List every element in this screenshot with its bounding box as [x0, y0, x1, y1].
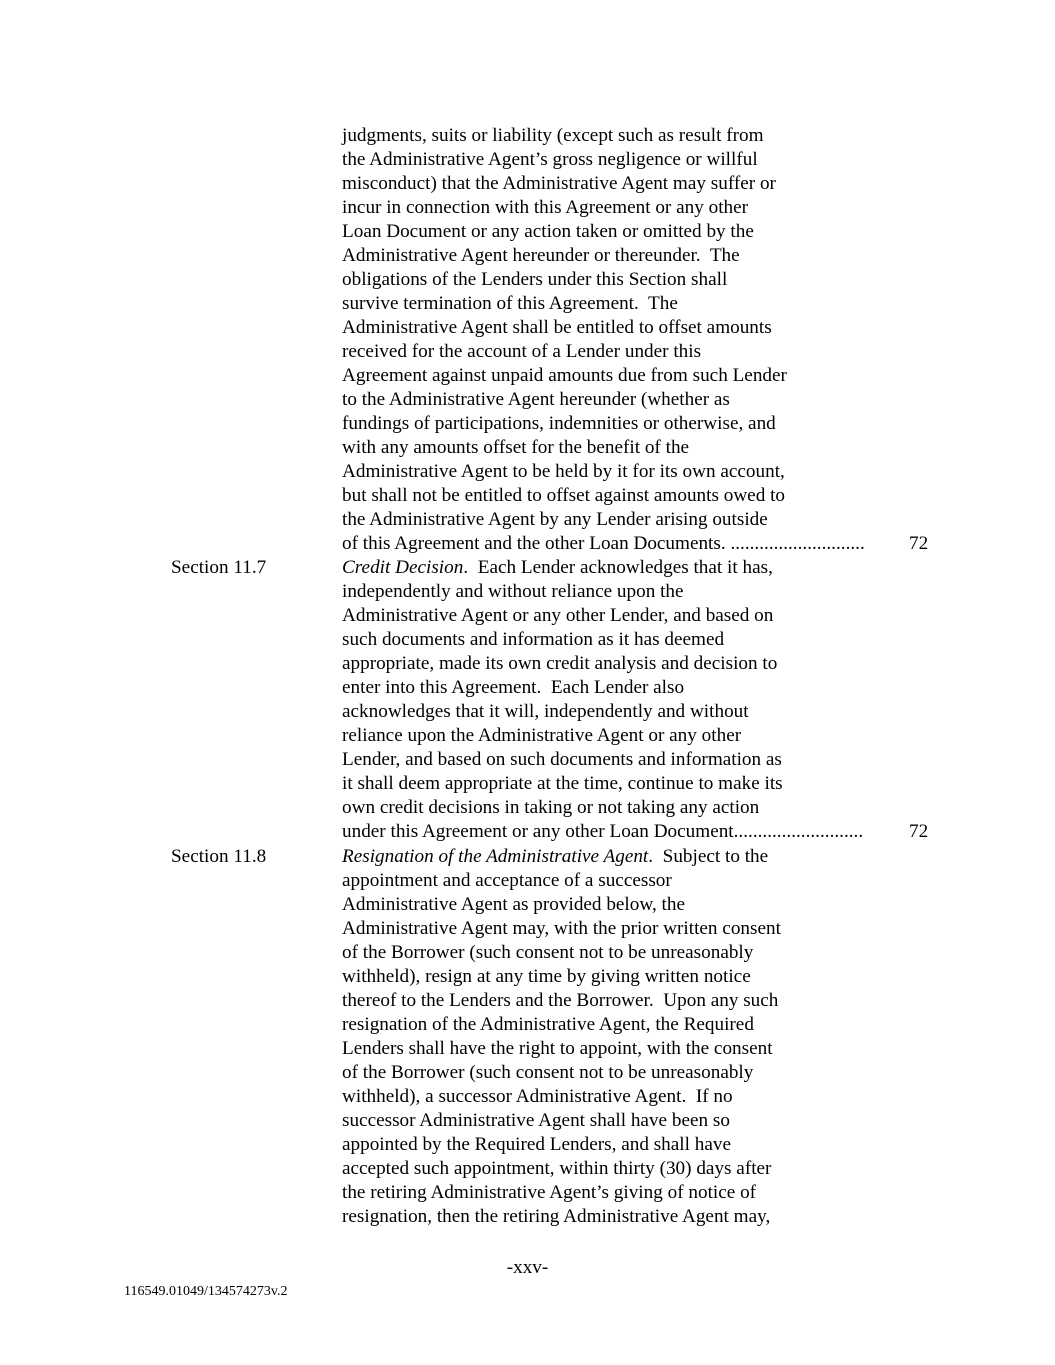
- text-line: withheld), resign at any time by giving written notice: [342, 966, 751, 987]
- text-line: to the Administrative Agent hereunder (whether as: [342, 389, 730, 410]
- document-id: 116549.01049/134574273v.2: [124, 1284, 288, 1299]
- text-line: Administrative Agent hereunder or thereunder. The: [342, 245, 740, 266]
- text-line: such documents and information as it has deemed: [342, 629, 725, 650]
- text-line: received for the account of a Lender under this: [342, 341, 702, 362]
- text-line: Lenders shall have the right to appoint, with the consent: [342, 1038, 773, 1059]
- text-line: appointed by the Required Lenders, and shall have: [342, 1134, 731, 1155]
- page-reference: 72: [909, 533, 929, 554]
- text-line: misconduct) that the Administrative Agent may suffer or: [342, 173, 776, 194]
- text-run: . Each Lender acknowledges that it has,: [463, 557, 773, 578]
- text-line: enter into this Agreement. Each Lender also: [342, 677, 685, 698]
- text-run: . Subject to the: [648, 846, 769, 867]
- text-line: accepted such appointment, within thirty (30) days after: [342, 1158, 772, 1179]
- text-line: reliance upon the Administrative Agent or any other: [342, 725, 742, 746]
- text-line: the Administrative Agent’s gross negligence or willful: [342, 149, 758, 170]
- text-line: the Administrative Agent by any Lender arising outside: [342, 509, 768, 530]
- text-line: fundings of participations, indemnities or otherwise, and: [342, 413, 776, 434]
- text-line: of this Agreement and the other Loan Documents. ............................: [342, 533, 865, 554]
- page-number: -xxv-: [506, 1257, 549, 1278]
- text-line: Administrative Agent to be held by it for its own account,: [342, 461, 785, 482]
- text-line: successor Administrative Agent shall have been so: [342, 1110, 730, 1131]
- text-line: Loan Document or any action taken or omitted by the: [342, 221, 754, 242]
- text-line: withheld), a successor Administrative Agent. If no: [342, 1086, 733, 1107]
- text-line: obligations of the Lenders under this Section shall: [342, 269, 728, 290]
- text-line: appointment and acceptance of a successor: [342, 870, 672, 891]
- section-label: Section 11.8: [171, 846, 267, 867]
- text-line: resignation of the Administrative Agent, the Required: [342, 1014, 754, 1035]
- text-line: Agreement against unpaid amounts due from such Lender: [342, 365, 787, 386]
- text-line: acknowledges that it will, independently and without: [342, 701, 749, 722]
- text-line: own credit decisions in taking or not taking any action: [342, 797, 760, 818]
- text-line: judgments, suits or liability (except such as result from: [342, 125, 764, 146]
- text-line: the retiring Administrative Agent’s giving of notice of: [342, 1182, 757, 1203]
- text-line: appropriate, made its own credit analysis and decision to: [342, 653, 778, 674]
- text-line: resignation, then the retiring Administrative Agent may,: [342, 1206, 771, 1227]
- text-line: of the Borrower (such consent not to be unreasonably: [342, 942, 754, 963]
- section-heading-line: [342, 556, 773, 580]
- text-line: thereof to the Lenders and the Borrower. Upon any such: [342, 990, 779, 1011]
- text-line: independently and without reliance upon the: [342, 581, 684, 602]
- page-reference: 72: [909, 821, 929, 842]
- text-line: Administrative Agent or any other Lender, and based on: [342, 605, 774, 626]
- text-line: of the Borrower (such consent not to be unreasonably: [342, 1062, 754, 1083]
- text-line: Administrative Agent shall be entitled to offset amounts: [342, 317, 772, 338]
- text-line: Administrative Agent as provided below, the: [342, 894, 685, 915]
- section-title: Credit Decision: [342, 557, 464, 578]
- text-line: Lender, and based on such documents and information as: [342, 749, 782, 770]
- text-line: under this Agreement or any other Loan Document...........................: [342, 821, 864, 842]
- text-line: survive termination of this Agreement. The: [342, 293, 678, 314]
- text-line: but shall not be entitled to offset against amounts owed to: [342, 485, 786, 506]
- text-line: it shall deem appropriate at the time, continue to make its: [342, 773, 783, 794]
- section-heading-line: [342, 845, 768, 869]
- section-title: Resignation of the Administrative Agent: [342, 846, 649, 867]
- text-line: incur in connection with this Agreement or any other: [342, 197, 749, 218]
- section-label: Section 11.7: [171, 557, 267, 578]
- text-line: Administrative Agent may, with the prior written consent: [342, 918, 781, 939]
- text-line: with any amounts offset for the benefit of the: [342, 437, 690, 458]
